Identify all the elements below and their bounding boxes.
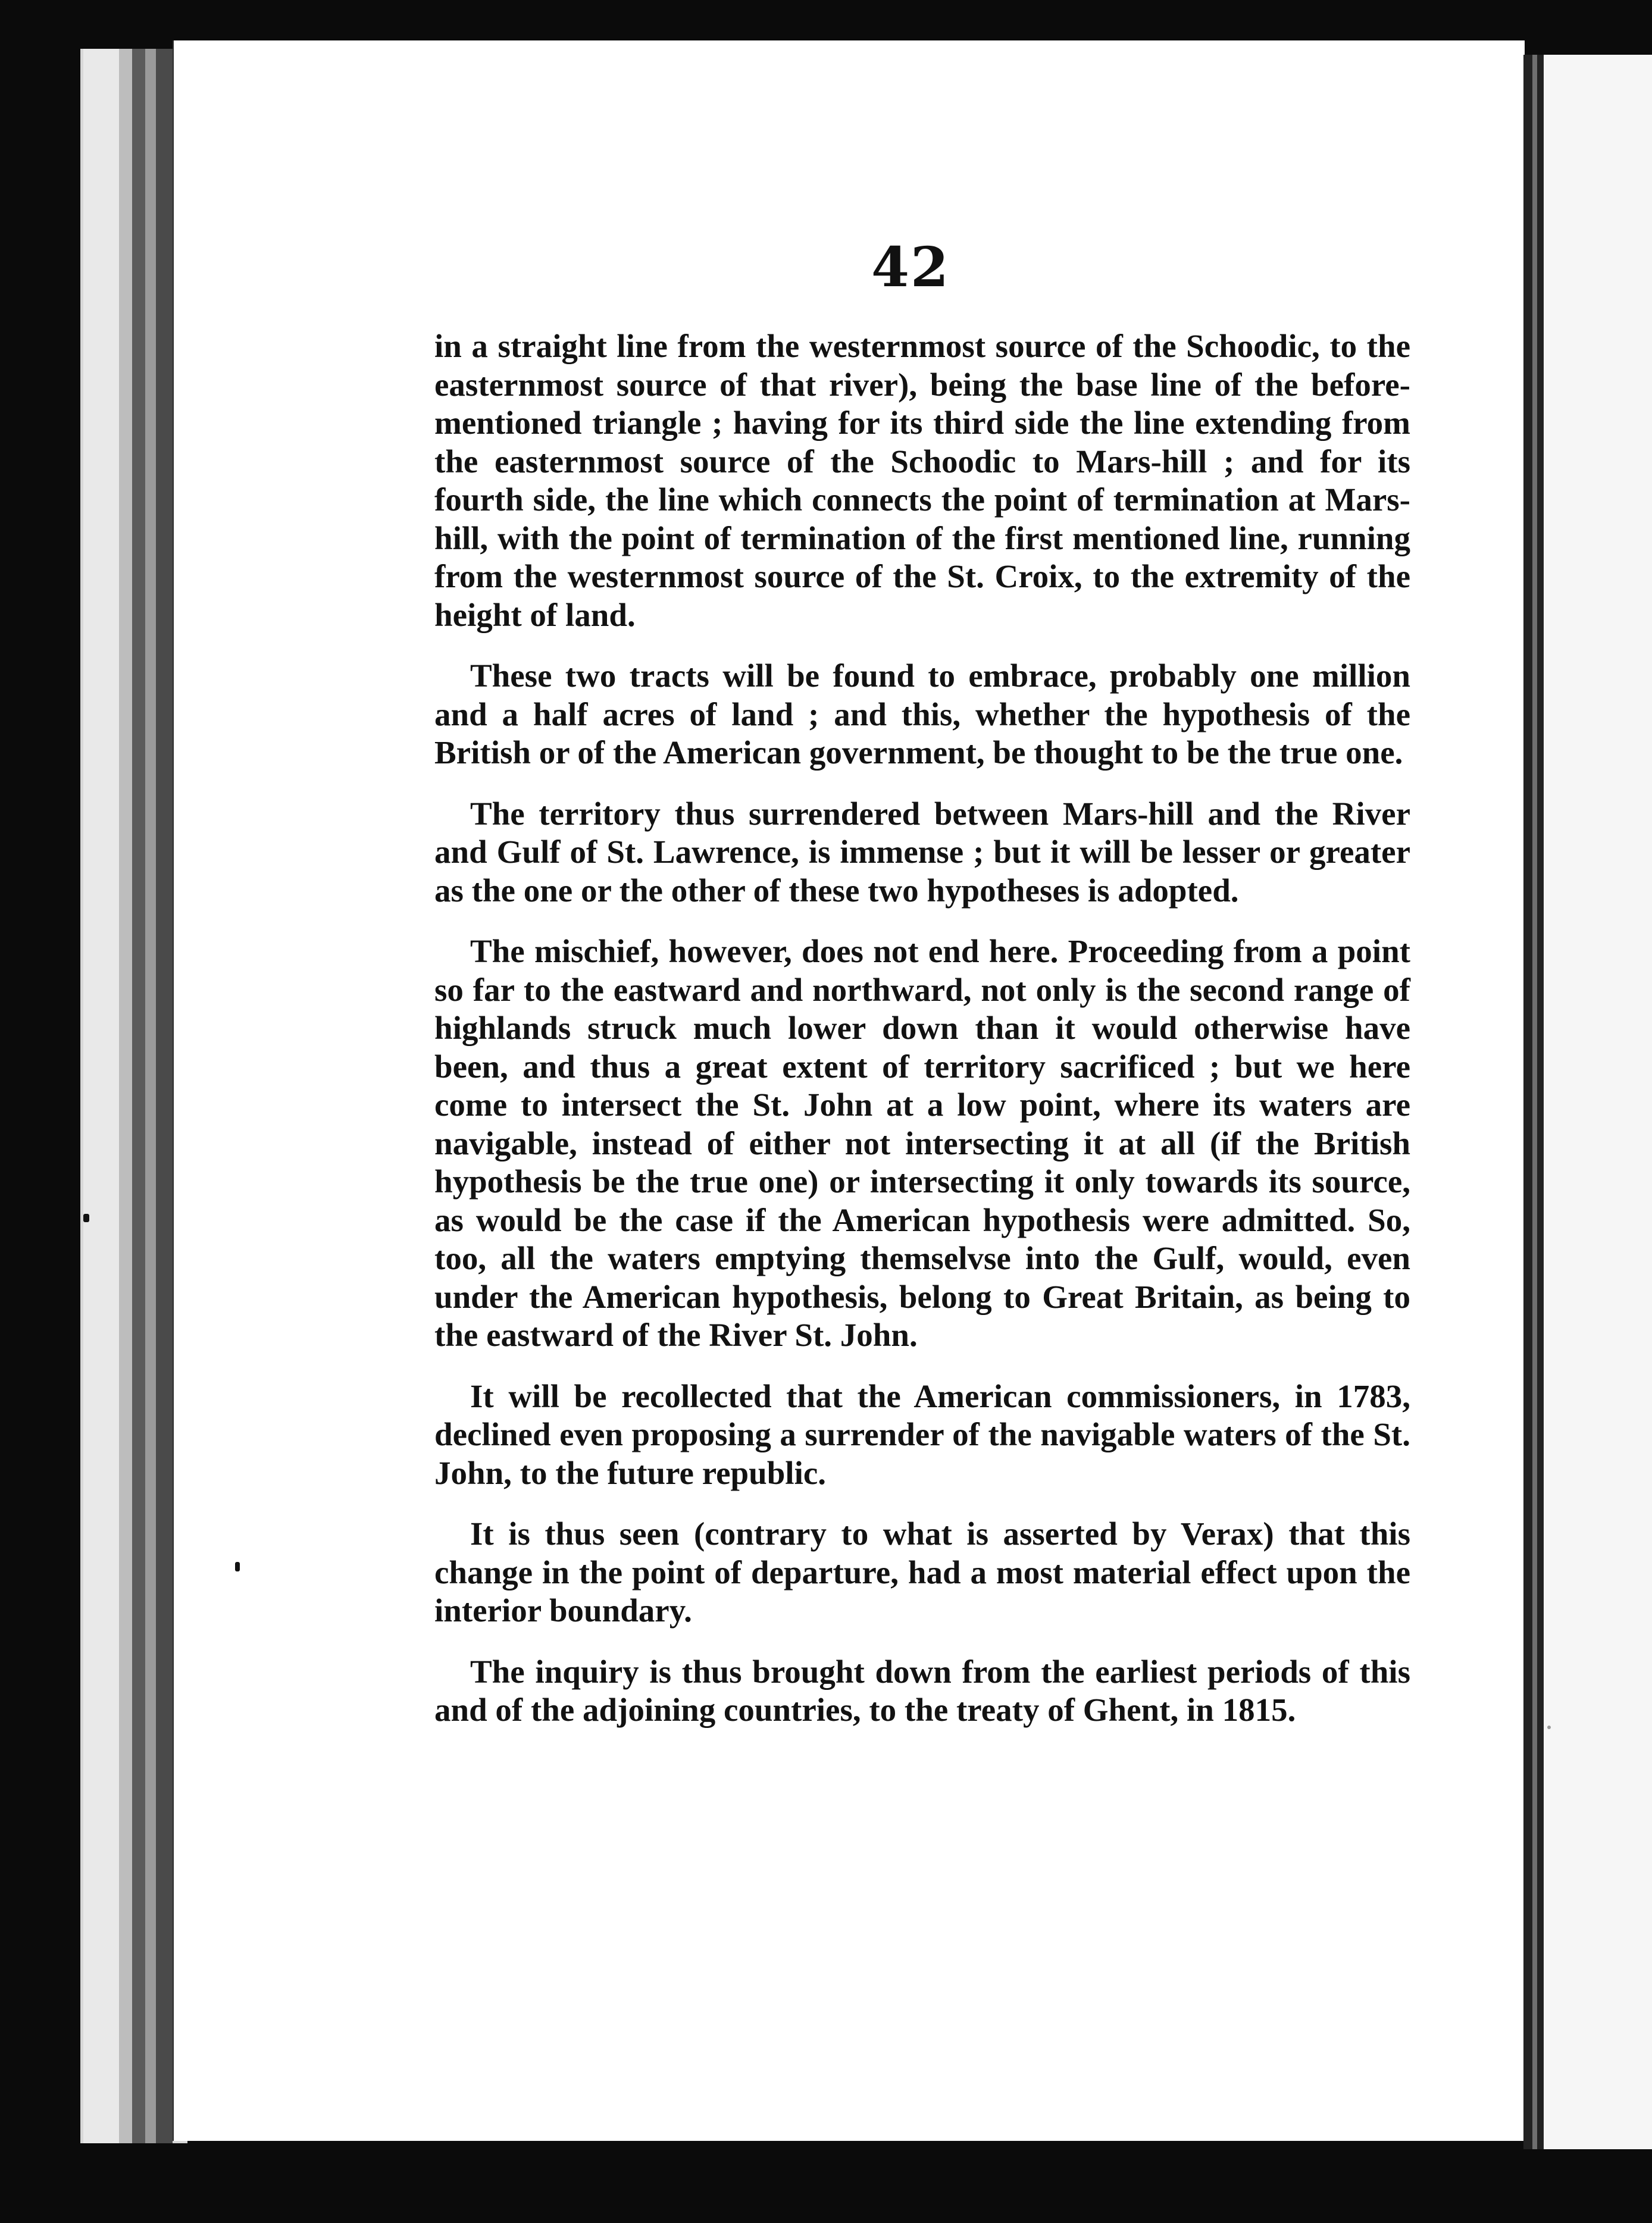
paragraph: It is thus seen (contrary to what is asserted by Verax) that this change in the point of departure, had a most material effect upon the interior boundary. [434,1516,1410,1629]
paragraph: The territory thus surrendered between Mars-hill and the River and Gulf of St. Lawrence, is immense ; but it will be lesser or greater as the one or the other of these two hypotheses is adopted. [434,795,1410,909]
body-text [434,327,1410,1752]
paragraph: The inquiry is thus brought down from the earliest periods of this and of the adjoining countries, to the treaty of Ghent, in 1815. [434,1653,1410,1728]
page-edge [119,49,132,2143]
paragraph: These two tracts will be found to embrace, probably one million and a half acres of land ; and this, whether the hypothesis of the British or of the American government, be thought to be the true one. [434,657,1410,771]
page-number: 42 [871,235,950,299]
paragraph: It will be recollected that the American commissioners, in 1783, declined even proposing a surrender of the navigable waters of the St. John, to the future republic. [434,1377,1410,1491]
page-edge [83,49,119,2143]
paragraph-continued: in a straight line from the westernmost source of the Schoodic, to the easternmost source of that river), being the base line of the before-mentioned triangle ; having for its third side the line extending from the easternmost source of the Schoodic to Mars-hill ; and for its fourth side, the line which connects the point of termination at Mars-hill, with the point of termination of the first mentioned line, running from the westernmost source of the St. Croix, to the extremity of the height of land. [434,328,1410,633]
page-edge [132,49,145,2143]
facing-page [1544,55,1652,2149]
paragraph: The mischief, however, does not end here. Proceeding from a point so far to the eastward and northward, not only is the second range of highlands struck much lower down than it would otherwise have been, and thus a great extent of territory sacrificed ; but we here come to intersect the St. John at a low point, where its waters are navigable, instead of either not intersecting it at all (if the British hypothesis be the true one) or intersecting it only towards its source, as would be the case if the American hypothesis were admitted. So, too, all the waters emptying themselvse into the Gulf, would, even under the American hypothesis, belong to Great Britain, as being to the eastward of the River St. John. [434,933,1410,1353]
page-edge [145,49,156,2143]
scan-speck [235,1562,240,1571]
scan-speck [83,1214,89,1222]
page-edge [156,49,173,2143]
gutter-highlight [1532,55,1537,2149]
scan-speck [1547,1726,1551,1729]
